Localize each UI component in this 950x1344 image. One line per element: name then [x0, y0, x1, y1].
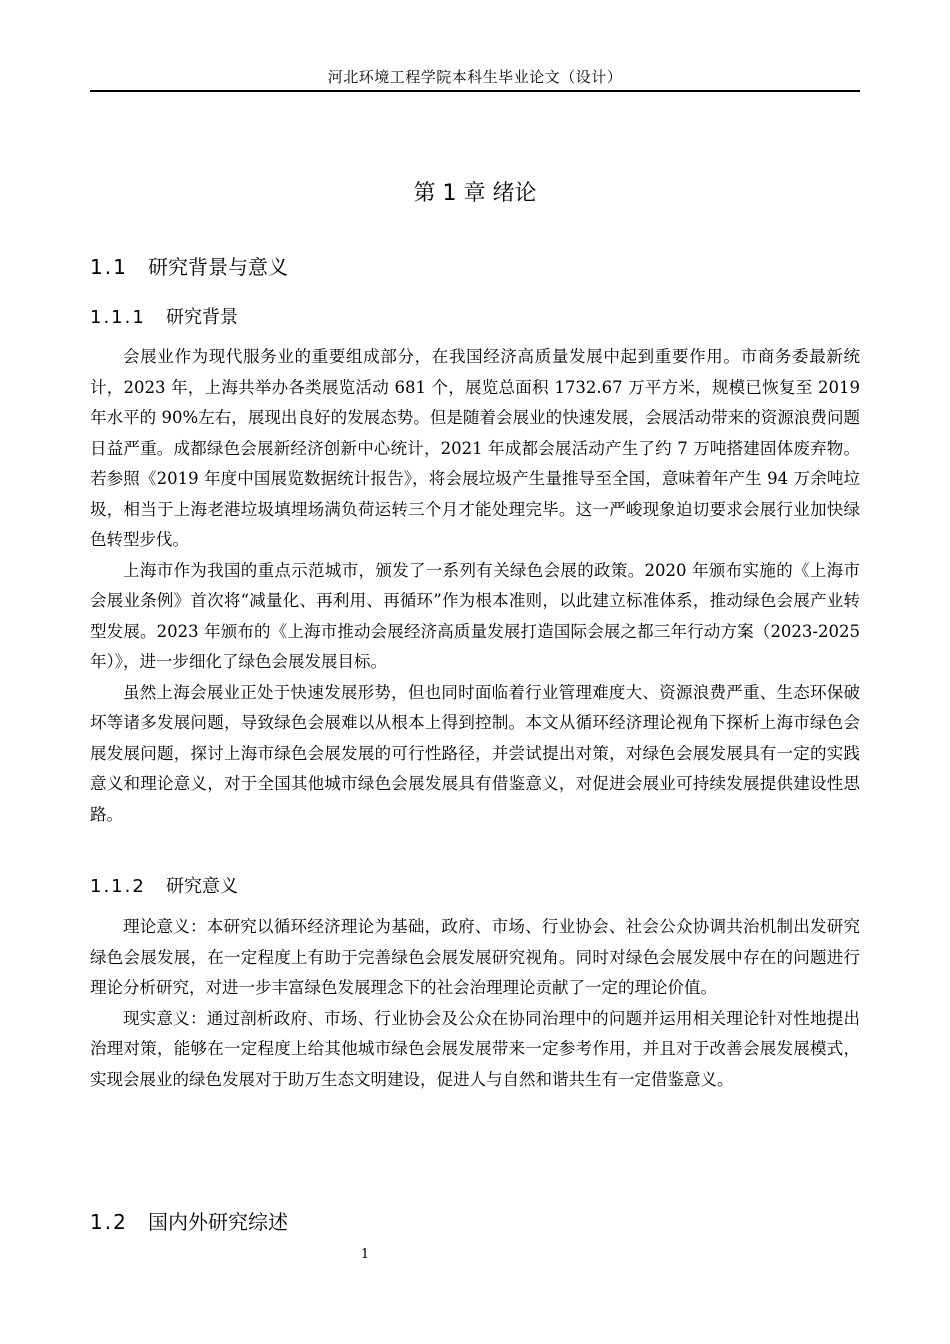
subsection-heading-1-1-1: [90, 304, 860, 332]
significance-section-body: [90, 912, 860, 1095]
paragraph: 现实意义：通过剖析政府、市场、行业协会及公众在协同治理中的问题并运用相关理论针对性地提出治理对策，能够在一定程度上给其他城市绿色会展发展带来一定参考作用，并且对于改善会展发展模式，实现会展业的绿色发展对于助万生态文明建设，促进人与自然和谐共生有一定借鉴意义。: [90, 1008, 860, 1089]
section-number: 1.1: [90, 255, 128, 279]
paragraph: 上海市作为我国的重点示范城市，颁发了一系列有关绿色会展的政策。2020 年颁布实施的《上海市会展业条例》首次将“减量化、再利用、再循环”作为根本准则，以此建立标准体系，推动绿色会展产业转型发展。2023 年颁布的《上海市推动会展经济高质量发展打造国际会展之都三年行动方案（2023-2025 年）》，进一步细化了绿色会展发展目标。: [90, 560, 860, 671]
page-header: [90, 66, 860, 92]
background-section-body: [90, 342, 860, 830]
section-heading-1-2: [90, 1207, 860, 1237]
section-heading-1-1: [90, 252, 860, 282]
chapter-title: 第 1 章 绪论: [413, 181, 537, 206]
header-title: 河北环境工程学院本科生毕业论文（设计）: [327, 68, 623, 86]
subsection-heading-1-1-2: [90, 873, 860, 901]
section-title: 研究背景与意义: [148, 255, 288, 279]
page-number: 1: [360, 1247, 370, 1262]
subsection-number: 1.1.1: [90, 307, 146, 328]
section-number: 1.2: [90, 1210, 128, 1234]
paragraph: 理论意义：本研究以循环经济理论为基础，政府、市场、行业协会、社会公众协调共治机制出发研究绿色会展发展，在一定程度上有助于完善绿色会展发展研究视角。同时对绿色会展发展中存在的问题进行理论分析研究，对进一步丰富绿色发展理念下的社会治理理论贡献了一定的理论价值。: [90, 917, 860, 997]
section-title: 国内外研究综述: [148, 1210, 288, 1234]
subsection-title: 研究背景: [166, 307, 238, 328]
paragraph: 会展业作为现代服务业的重要组成部分，在我国经济高质量发展中起到重要作用。市商务委最新统计，2023 年，上海共举办各类展览活动 681 个，展览总面积 1732.67 万平方米，规模已恢复至 2019 年水平的 90%左右，展现出良好的发展态势。但是随着会展业的快速发展，会展活动带来的资源浪费问题日益严重。成都绿色会展新经济创新中心统计，2021 年成都会展活动产生了约 7 万吨搭建固体废弃物。若参照《2019 年度中国展览数据统计报告》，将会展垃圾产生量推导至全国，意味着年产生 94 万余吨垃圾，相当于上海老港垃圾填埋场满负荷运转三个月才能处理完毕。这一严峻现象迫切要求会展行业加快绿色转型步伐。: [90, 347, 860, 549]
subsection-number: 1.1.2: [90, 876, 146, 897]
paragraph: 虽然上海会展业正处于快速发展形势，但也同时面临着行业管理难度大、资源浪费严重、生态环保破坏等诸多发展问题，导致绿色会展难以从根本上得到控制。本文从循环经济理论视角下探析上海市绿色会展发展问题，探讨上海市绿色会展发展的可行性路径，并尝试提出对策，对绿色会展发展具有一定的实践意义和理论意义，对于全国其他城市绿色会展发展具有借鉴意义，对促进会展业可持续发展提供建设性思路。: [90, 682, 860, 824]
subsection-title: 研究意义: [166, 876, 238, 897]
